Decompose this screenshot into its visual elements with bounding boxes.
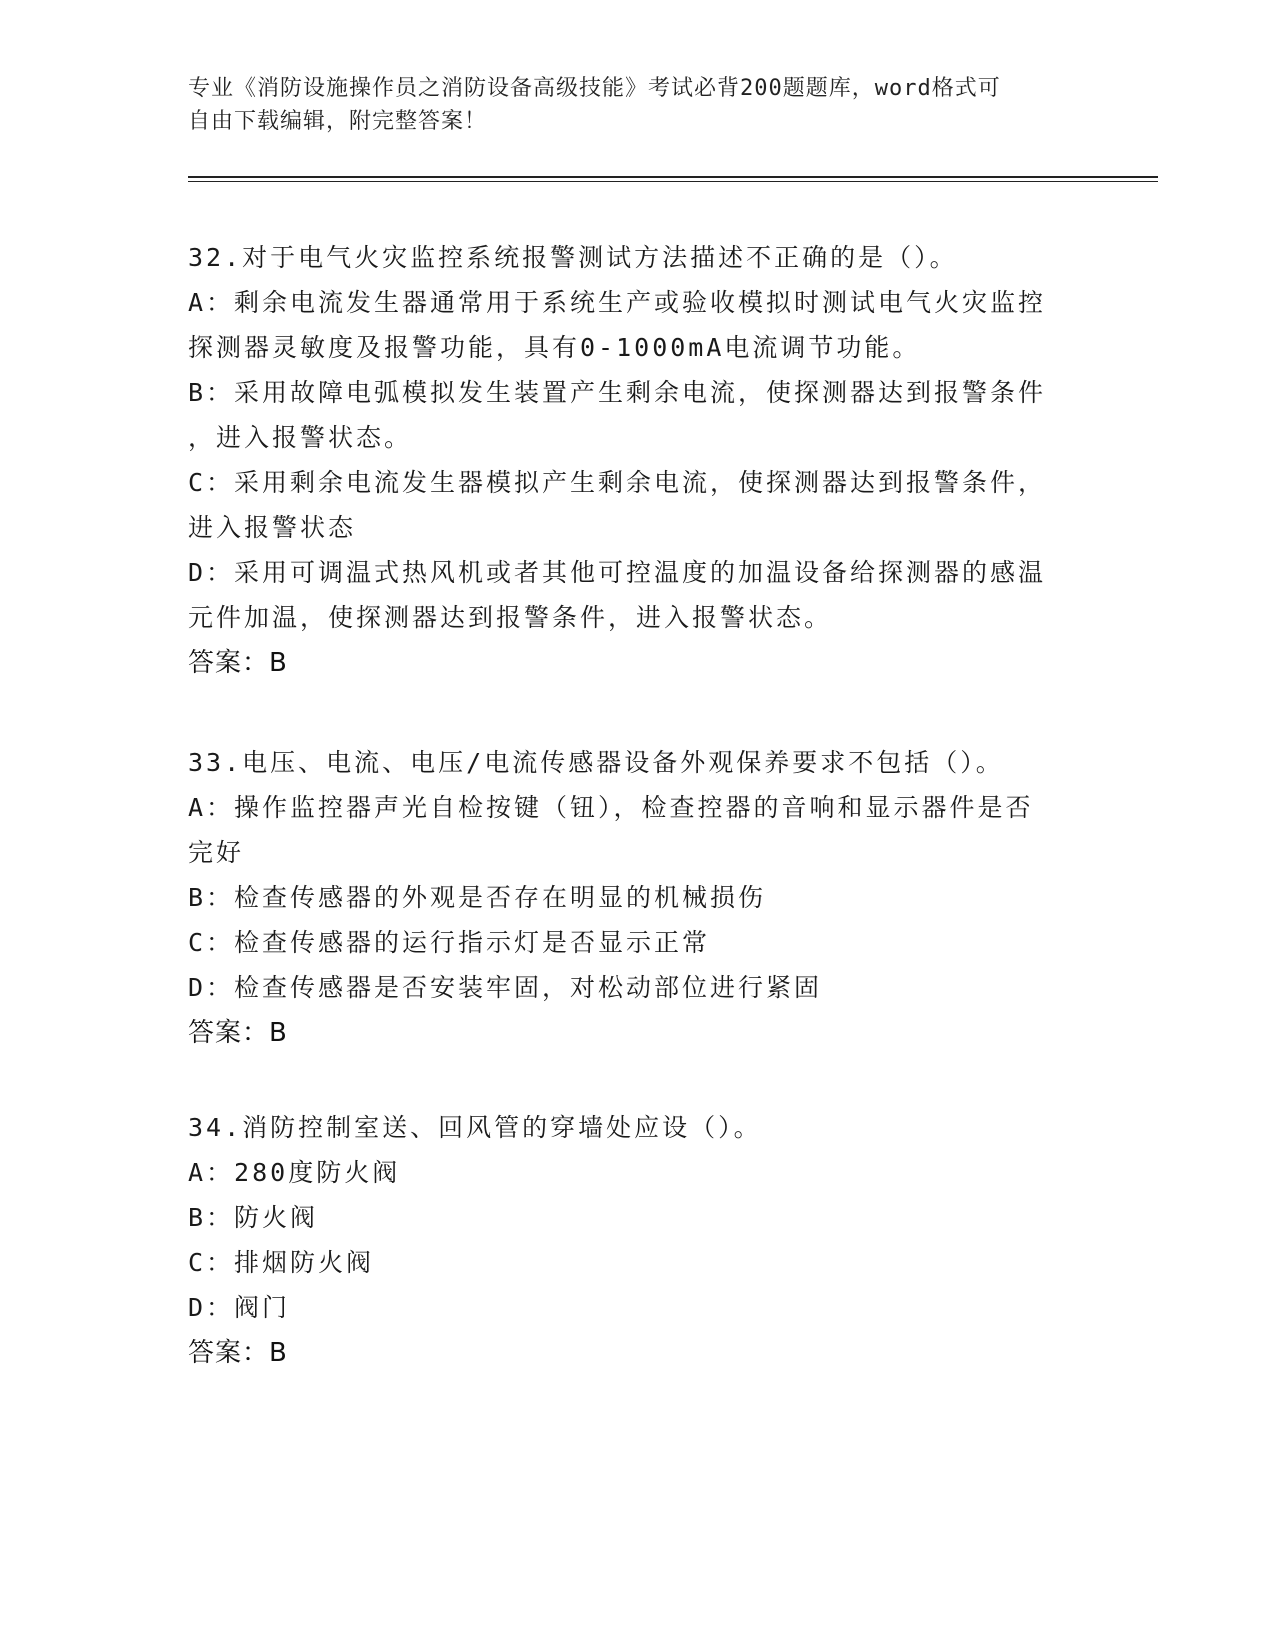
question-34 [188,1105,1088,1376]
question-32-option-b-line-2: ，进入报警状态。 [188,423,413,452]
question-32-option-c-line-2: 进入报警状态 [188,513,357,542]
question-34-answer: 答案：B [188,1338,288,1368]
question-33-option-d: D：检查传感器是否安装牢固，对松动部位进行紧固 [188,973,823,1002]
question-32-option-a-line-2: 探测器灵敏度及报警功能，具有0-1000mA电流调节功能。 [188,333,921,362]
question-33-stem: 33.电压、电流、电压/电流传感器设备外观保养要求不包括（）。 [188,748,1004,777]
question-34-stem: 34.消防控制室送、回风管的穿墙处应设（）。 [188,1113,762,1142]
question-34-option-a: A：280度防火阀 [188,1158,401,1187]
question-34-option-b: B：防火阀 [188,1203,319,1232]
question-32-stem: 32.对于电气火灾监控系统报警测试方法描述不正确的是（）。 [188,243,958,272]
header-divider-thick [188,176,1158,178]
question-33-answer: 答案：B [188,1018,288,1048]
question-33-option-b: B：检查传感器的外观是否存在明显的机械损伤 [188,883,767,912]
question-32-option-d-line-1: D：采用可调温式热风机或者其他可控温度的加温设备给探测器的感温 [188,558,1047,587]
question-33-option-a-line-2: 完好 [188,838,245,867]
header-line-1: 专业《消防设施操作员之消防设备高级技能》考试必背200题题库，word格式可 [188,76,1001,101]
question-32-option-b-line-1: B：采用故障电弧模拟发生装置产生剩余电流，使探测器达到报警条件 [188,378,1047,407]
question-32-option-a-line-1: A：剩余电流发生器通常用于系统生产或验收模拟时测试电气火灾监控 [188,288,1047,317]
question-32-option-c-line-1: C：采用剩余电流发生器模拟产生剩余电流，使探测器达到报警条件， [188,468,1047,497]
question-33-option-a-line-1: A：操作监控器声光自检按键（钮），检查控器的音响和显示器件是否 [188,793,1034,822]
question-33 [188,740,1088,1056]
question-32 [188,235,1088,686]
header-line-2: 自由下载编辑，附完整答案！ [188,109,488,134]
header-divider-thin [188,181,1158,182]
question-34-option-c: C：排烟防火阀 [188,1248,375,1277]
question-32-answer: 答案：B [188,648,288,678]
question-34-option-d: D：阀门 [188,1293,291,1322]
document-header [188,72,1088,138]
question-33-option-c: C：检查传感器的运行指示灯是否显示正常 [188,928,711,957]
question-32-option-d-line-2: 元件加温，使探测器达到报警条件，进入报警状态。 [188,603,833,632]
